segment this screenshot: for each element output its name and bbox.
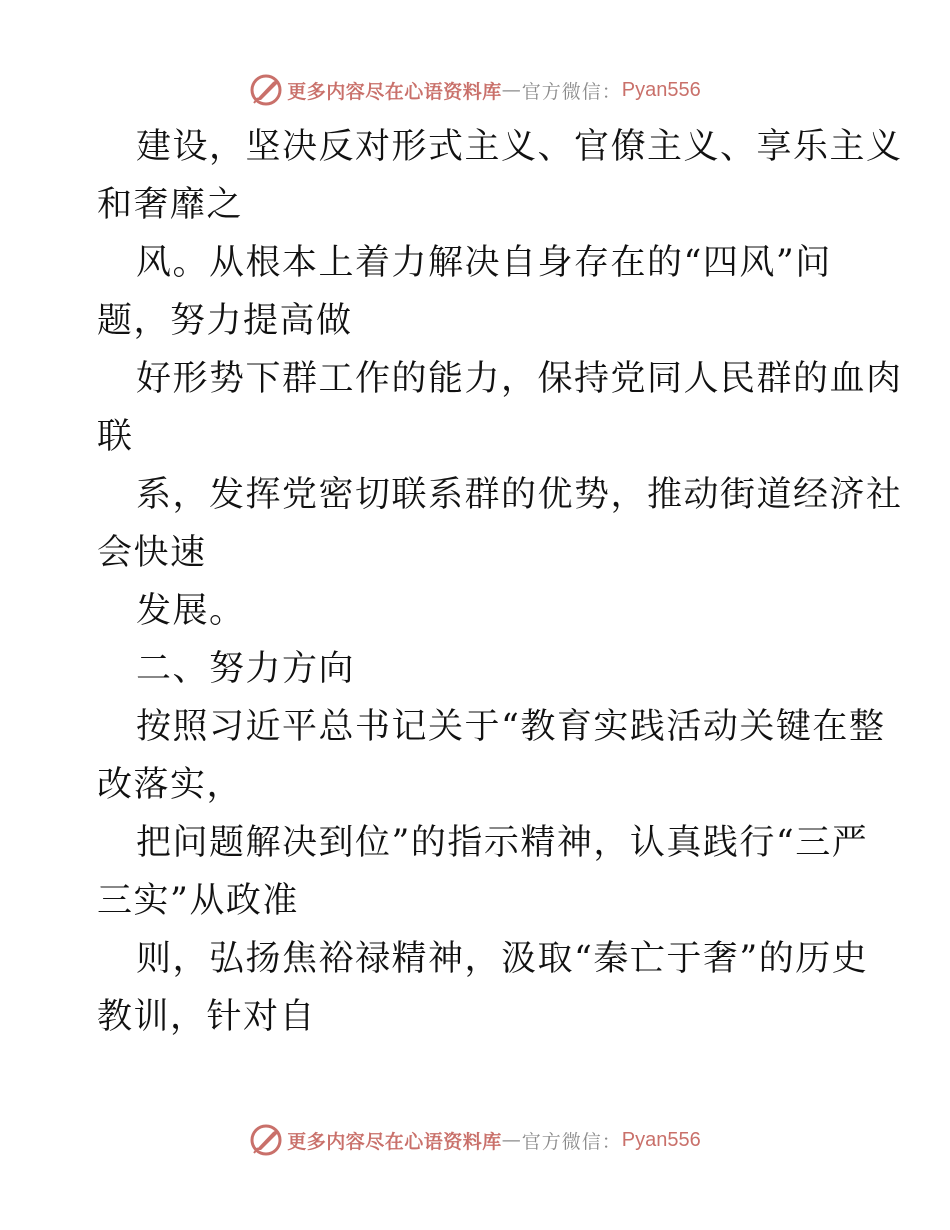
watermark-separator: — [501, 1129, 522, 1151]
body-line: 则，弘扬焦裕禄精神，汲取“秦亡于奢”的历史 [136, 939, 869, 979]
body-line: 好形势下群工作的能力，保持党同人民群的血肉 [136, 359, 903, 399]
header-watermark [0, 70, 950, 110]
watermark-wechat-label: 官方微信： [521, 1130, 622, 1153]
feather-pen-logo-icon [249, 73, 283, 107]
body-line: 联 [97, 417, 134, 457]
body-line: 三实”从政准 [97, 881, 299, 921]
body-line: 按照习近平总书记关于“教育实践活动关键在整 [136, 707, 886, 747]
watermark-separator: — [501, 79, 522, 101]
watermark-wechat-id: Pyan556 [621, 1128, 701, 1151]
watermark-site-text: 更多内容尽在心语资料库 [287, 80, 502, 103]
section-heading: 二、努力方向 [136, 649, 356, 689]
body-line: 教训，针对自 [97, 997, 317, 1037]
footer-watermark [0, 1120, 950, 1160]
body-line: 会快速 [97, 533, 207, 573]
body-line: 系，发挥党密切联系群的优势，推动街道经济社 [136, 475, 903, 515]
watermark-wechat-id: Pyan556 [621, 78, 701, 101]
body-line: 风。从根本上着力解决自身存在的“四风”问 [136, 243, 832, 283]
document-body [97, 118, 903, 1046]
body-line: 把问题解决到位”的指示精神，认真践行“三严 [136, 823, 869, 863]
watermark-wechat-label: 官方微信： [521, 80, 622, 103]
watermark-site-text: 更多内容尽在心语资料库 [287, 1130, 502, 1153]
body-line: 题，努力提高做 [97, 301, 353, 341]
body-line: 建设，坚决反对形式主义、官僚主义、享乐主义 [136, 127, 903, 167]
feather-pen-logo-icon [249, 1123, 283, 1157]
body-line: 发展。 [136, 591, 246, 631]
body-line: 改落实， [97, 765, 244, 805]
body-line: 和奢靡之 [97, 185, 244, 225]
